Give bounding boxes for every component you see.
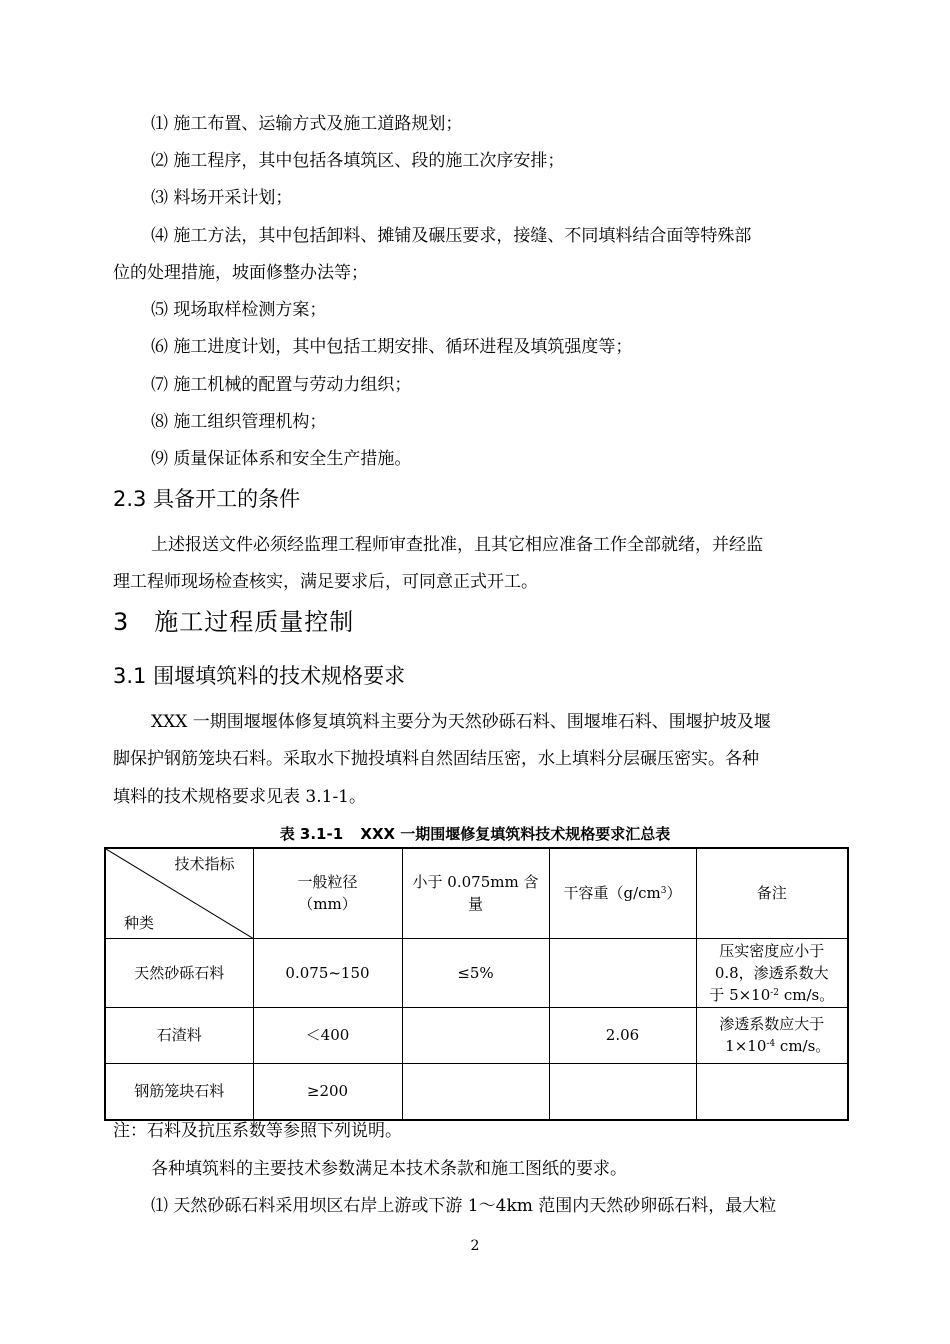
paragraph-after-table: 各种填筑料的主要技术参数满足本技术条款和施工图纸的要求。 <box>151 1159 627 1179</box>
list-item-9: ⑼ 质量保证体系和安全生产措施。 <box>151 449 412 469</box>
list-item-2: ⑵ 施工程序，其中包括各填筑区、段的施工次序安排； <box>151 151 565 171</box>
header-dry-density: 干容重$(g/cm^3)$ <box>549 848 696 938</box>
cell-particle-size: ≥200 <box>253 1063 402 1120</box>
paragraph-3-1-line2: 脚保护钢筋笼块石料。采取水下抛投填料自然固结压密，水上填料分层碾压密实。各种 <box>113 749 759 769</box>
list-item-1: ⑴ 施工布置、运输方式及施工道路规划； <box>151 114 463 134</box>
list-item-material-1: ⑴ 天然砂砾石料采用坝区右岸上游或下游 1～4km 范围内天然砂卵砾石料，最大粒 <box>151 1196 777 1216</box>
cell-remarks: 压实密度应小于 0.8，渗透系数大 于 $5\times 10^{-2}$ cm/s。 <box>696 938 848 1007</box>
table-row <box>105 938 848 1007</box>
cell-material-name: 石渣料 <box>105 1007 253 1063</box>
section-heading-3-1: 3.1 围堰填筑料的技术规格要求 <box>113 664 406 688</box>
list-item-4-continuation: 位的处理措施，坡面修整办法等； <box>113 263 368 283</box>
paragraph-3-1-line3: 填料的技术规格要求见表 3.1-1。 <box>113 787 366 807</box>
list-item-3: ⑶ 料场开采计划； <box>151 188 293 208</box>
cell-fines-content: ≤5% <box>402 938 549 1007</box>
list-item-7: ⑺ 施工机械的配置与劳动力组织； <box>151 375 412 395</box>
paragraph-2-3-line1: 上述报送文件必须经监理工程师审查批准，且其它相应准备工作全部就绪，并经监 <box>151 535 763 555</box>
paragraph-2-3-line2: 理工程师现场检查核实，满足要求后，可同意正式开工。 <box>113 572 538 592</box>
cell-particle-size: ＜400 <box>253 1007 402 1063</box>
header-fines-content: 小于 0.075mm 含量 <box>402 848 549 938</box>
cell-dry-density: 2.06 <box>549 1007 696 1063</box>
cell-particle-size: 0.075~150 <box>253 938 402 1007</box>
list-item-8: ⑻ 施工组织管理机构； <box>151 412 327 432</box>
cell-material-name: 天然砂砾石料 <box>105 938 253 1007</box>
table-title: XXX 一期围堰修复填筑料技术规格要求汇总表 <box>360 825 671 843</box>
list-item-4: ⑷ 施工方法，其中包括卸料、摊铺及碾压要求，接缝、不同填料结合面等特殊部 <box>151 226 752 246</box>
header-type-label: 种类 <box>124 913 155 932</box>
page-number: 2 <box>470 1238 480 1254</box>
table-caption <box>0 823 950 844</box>
table-note: 注：石料及抗压系数等参照下列说明。 <box>113 1121 402 1141</box>
table-row <box>105 1063 848 1120</box>
paragraph-3-1-line1: XXX 一期围堰堰体修复填筑料主要分为天然砂砾石料、围堰堆石料、围堰护坡及堰 <box>151 712 771 732</box>
list-item-5: ⑸ 现场取样检测方案； <box>151 300 327 320</box>
table-row <box>105 1007 848 1063</box>
cell-dry-density <box>549 1063 696 1120</box>
cell-fines-content <box>402 1007 549 1063</box>
header-remarks: 备注 <box>696 848 848 938</box>
list-item-6: ⑹ 施工进度计划，其中包括工期安排、循环进程及填筑强度等； <box>151 337 633 357</box>
cell-remarks <box>696 1063 848 1120</box>
table-number: 表 3.1-1 <box>279 825 344 843</box>
cell-fines-content <box>402 1063 549 1120</box>
header-particle-size: 一般粒径 （mm） <box>253 848 402 938</box>
cell-material-name: 钢筋笼块石料 <box>105 1063 253 1120</box>
diagonal-header-cell <box>105 848 253 938</box>
spec-table <box>104 847 849 1121</box>
table-header-row <box>105 848 848 938</box>
chapter-heading-3: 3 施工过程质量控制 <box>113 608 355 636</box>
header-metric-label: 技术指标 <box>174 855 235 873</box>
section-heading-2-3: 2.3 具备开工的条件 <box>113 487 301 511</box>
cell-dry-density <box>549 938 696 1007</box>
cell-remarks: 渗透系数应大于 $1\times 10^{-4}$ cm/s。 <box>696 1007 848 1063</box>
